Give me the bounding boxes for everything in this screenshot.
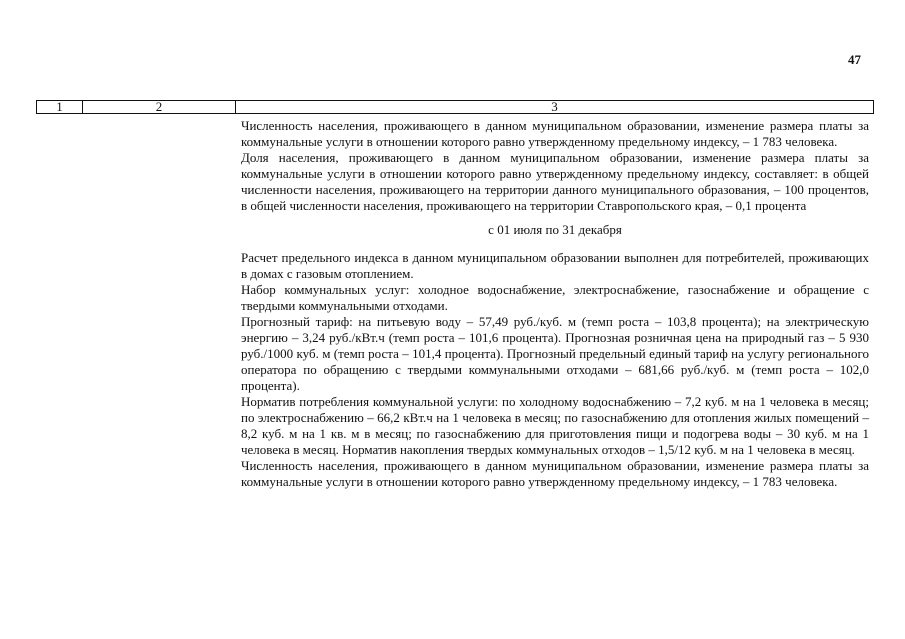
table-header-col-3: 3	[235, 101, 873, 113]
table-header-col-1: 1	[56, 99, 63, 114]
paragraph-consumption-norm: Норматив потребления коммунальной услуги: по холодному водоснабжению – 7,2 куб. м на 1 человека в месяц; по электроснабжению – 66,2 кВт.ч на 1 человека в месяц; по газоснабжению для отопления жилых помещений – 8,2 куб. м на 1 кв. м в месяц; по газоснабжению для приготовления пищи и подогрева воды – 30 куб. м на 1 человека в месяц. Норматив накопления твердых коммунальных отходов – 1,5/12 куб. м на 1 человека в месяц.	[241, 394, 869, 457]
paragraph-services-set: Набор коммунальных услуг: холодное водоснабжение, электроснабжение, газоснабжение и обращение с твердыми коммунальными отходами.	[241, 282, 869, 313]
paragraph-population-count: Численность населения, проживающего в данном муниципальном образовании, изменение размера платы за коммунальные услуги в отношении которого равно утвержденному предельному индексу, – 1 783 человека.	[241, 118, 869, 149]
paragraph-population-count-2: Численность населения, проживающего в данном муниципальном образовании, изменение размера платы за коммунальные услуги в отношении которого равно утвержденному предельному индексу, – 1 783 человека.	[241, 458, 869, 489]
paragraph-index-calculation: Расчет предельного индекса в данном муниципальном образовании выполнен для потребителей, проживающих в домах с газовым отоплением.	[241, 250, 869, 281]
document-content	[241, 118, 869, 490]
period-subheading: с 01 июля по 31 декабря	[488, 222, 622, 237]
paragraph-population-share: Доля населения, проживающего в данном муниципальном образовании, изменение размера платы за коммунальные услуги в отношении которого равно утвержденному предельному индексу, составляет: в общей численности населения, проживающего на территории данного муниципального образования, – 100 процентов, в общей численности населения, проживающего на территории Ставропольского края, – 0,1 процента	[241, 150, 869, 213]
table-header-col-2: 2	[82, 101, 235, 113]
page-number: 47	[848, 52, 861, 67]
paragraph-forecast-tariff: Прогнозный тариф: на питьевую воду – 57,49 руб./куб. м (темп роста – 103,8 процента); на электрическую энергию – 3,24 руб./кВт.ч (темп роста – 101,6 процента). Прогнозная розничная цена на природный газ – 5 930 руб./1000 куб. м (темп роста – 101,4 процента). Прогнозный предельный единый тариф на услугу регионального оператора по обращению с твердыми коммунальными отходами – 681,66 руб./куб. м (темп роста – 102,0 процента).	[241, 314, 869, 393]
table-header-row	[36, 100, 874, 114]
